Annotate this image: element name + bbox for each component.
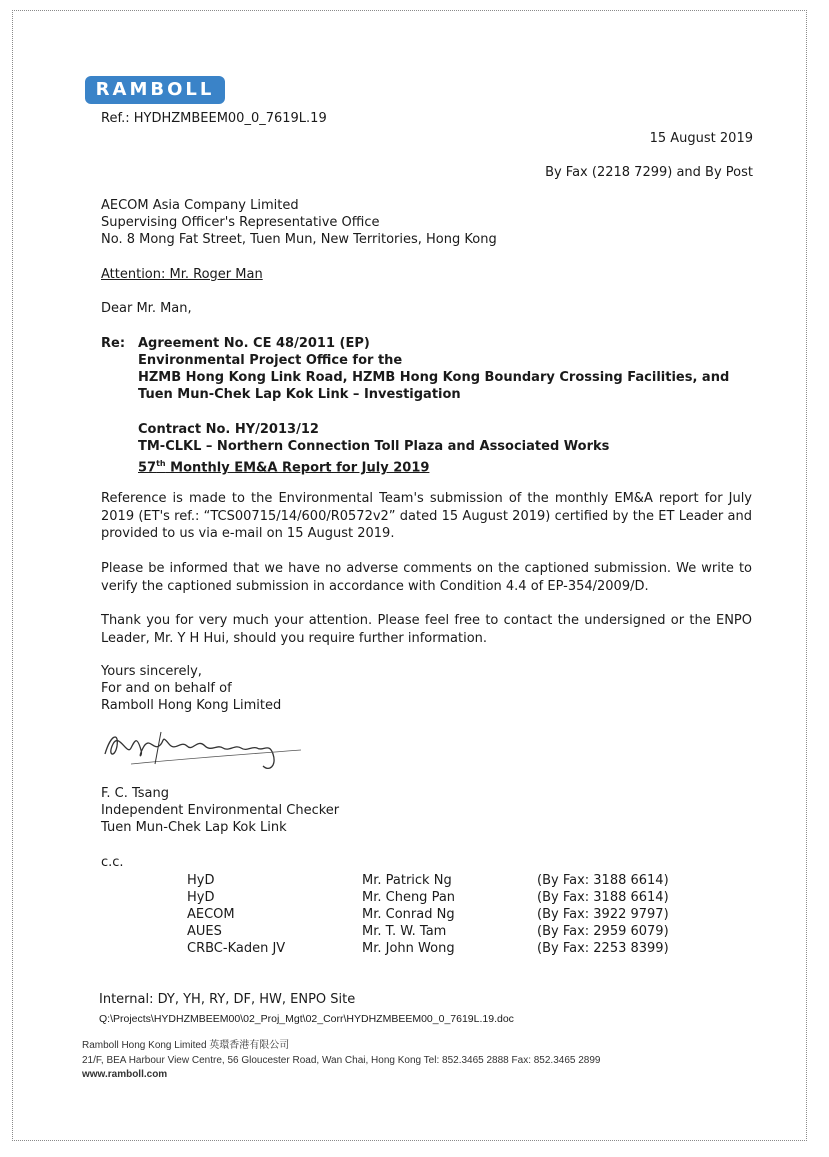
signer-name: F. C. Tsang [101, 786, 170, 801]
footer-address: 21/F, BEA Harbour View Centre, 56 Gloucester Road, Wan Chai, Hong Kong Tel: 852.3465 2888 Fax: 852.3465 2899 [82, 1055, 601, 1066]
body-paragraph: Please be informed that we have no adverse comments on the captioned submission. We write to verify the captioned submission in accordance with Condition 4.4 of EP-354/2009/D. [101, 561, 752, 594]
closing-line: For and on behalf of [101, 681, 232, 696]
subject-line: Environmental Project Office for the [138, 353, 403, 368]
attention-line: Attention: Mr. Roger Man [101, 267, 263, 282]
footer-website: www.ramboll.com [82, 1069, 168, 1080]
cc-org: HyD [187, 890, 215, 905]
body-paragraph: Thank you for very much your attention. Please feel free to contact the undersigned or the ENPO Leader, Mr. Y H Hui, should you require further information. [101, 613, 752, 646]
internal-distribution: Internal: DY, YH, RY, DF, HW, ENPO Site [99, 992, 356, 1007]
closing-line: Ramboll Hong Kong Limited [101, 698, 282, 713]
cc-name: Mr. T. W. Tam [362, 924, 447, 939]
cc-name: Mr. John Wong [362, 941, 455, 956]
contract-line: TM-CLKL – Northern Connection Toll Plaza and Associated Works [138, 439, 610, 454]
report-ordinal: th [156, 459, 166, 468]
cc-fax: (By Fax: 2959 6079) [537, 924, 669, 939]
subject-line: Tuen Mun-Chek Lap Kok Link – Investigation [138, 387, 461, 402]
letter-date: 15 August 2019 [649, 131, 753, 146]
cc-fax: (By Fax: 3188 6614) [537, 890, 669, 905]
delivery-method: By Fax (2218 7299) and By Post [545, 165, 753, 180]
report-number: 57 [138, 460, 157, 476]
report-title-rest: Monthly EM&A Report for July 2019 [165, 460, 430, 476]
salutation: Dear Mr. Man, [101, 301, 192, 316]
cc-fax: (By Fax: 3188 6614) [537, 873, 669, 888]
cc-label: c.c. [101, 855, 124, 870]
re-label: Re: [101, 336, 126, 351]
cc-name: Mr. Cheng Pan [362, 890, 456, 905]
ramboll-logo: RAMBOLL [85, 76, 225, 104]
signature [101, 726, 311, 776]
body-paragraph: Reference is made to the Environmental Team's submission of the monthly EM&A report for July 2019 (ET's ref.: “TCS00715/14/600/R0572v2” dated 15 August 2019) certified by the ET Leader and provided to us via e-mail on 15 August 2019. [101, 491, 752, 541]
footer-company: Ramboll Hong Kong Limited 英環香港有限公司 [82, 1040, 290, 1051]
cc-org: AUES [187, 924, 222, 939]
cc-fax: (By Fax: 2253 8399) [537, 941, 669, 956]
recipient-line: AECOM Asia Company Limited [101, 198, 299, 213]
cc-fax: (By Fax: 3922 9797) [537, 907, 669, 922]
subject-line: Agreement No. CE 48/2011 (EP) [138, 336, 370, 351]
cc-name: Mr. Patrick Ng [362, 873, 452, 888]
cc-org: CRBC-Kaden JV [187, 941, 286, 956]
contract-line: Contract No. HY/2013/12 [138, 422, 319, 437]
signer-project: Tuen Mun-Chek Lap Kok Link [101, 820, 287, 835]
cc-name: Mr. Conrad Ng [362, 907, 455, 922]
cc-org: HyD [187, 873, 215, 888]
cc-org: AECOM [187, 907, 235, 922]
subject-line: HZMB Hong Kong Link Road, HZMB Hong Kong Boundary Crossing Facilities, and [138, 370, 730, 385]
file-path: Q:\Projects\HYDHZMBEEM00\02_Proj_Mgt\02_Corr\HYDHZMBEEM00_0_7619L.19.doc [99, 1013, 514, 1025]
report-title [138, 455, 429, 476]
reference-number: Ref.: HYDHZMBEEM00_0_7619L.19 [101, 111, 327, 126]
recipient-line: Supervising Officer's Representative Office [101, 215, 380, 230]
recipient-line: No. 8 Mong Fat Street, Tuen Mun, New Territories, Hong Kong [101, 232, 497, 247]
signer-title: Independent Environmental Checker [101, 803, 340, 818]
closing-line: Yours sincerely, [101, 664, 202, 679]
